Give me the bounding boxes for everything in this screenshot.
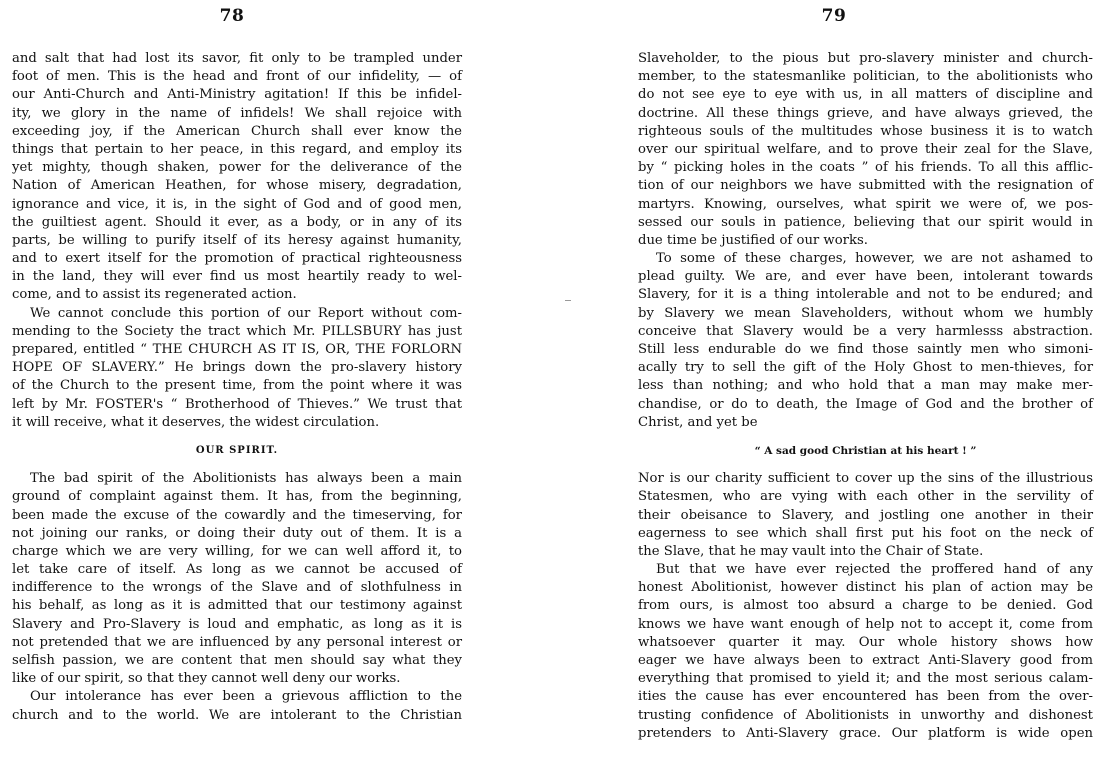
text-line: whatsoever quarter it may. Our whole history shows how [638,634,1093,650]
text-line: left by Mr. FOSTER's “ Brotherhood of Thieves.” We trust that [12,396,462,412]
text-line: foot of men. This is the head and front of our infidelity, — of [12,69,462,85]
text-line: been made the excuse of the cowardly and the timeserving, for [12,507,462,523]
text-line: less than nothing; and who hold that a man may make mer- [638,378,1093,394]
text-line: their obeisance to Slavery, and jostling one another in their [638,507,1093,523]
spacer [12,432,462,442]
text-line: things that pertain to her peace, in this regard, and employ its [12,141,462,157]
text-line: Statesmen, who are vying with each other in the servility of [638,489,1093,505]
text-line: The bad spirit of the Abolitionists has always been a main [30,471,462,487]
text-line: honest Abolitionist, however distinct his plan of action may be [638,580,1093,596]
text-line: by “ picking holes in the coats ” of his friends. To all this afflic- [638,160,1093,176]
text-line: pretenders to Anti-Slavery grace. Our platform is wide open [638,725,1093,741]
text-line: We cannot conclude this portion of our Report without com- [30,305,462,321]
text-line: eager we have always been to extract Anti-Slavery good from [638,653,1093,668]
paragraph [638,250,1093,432]
text-line: due time be justified of our works. [638,232,868,248]
text-line: come, and to assist its regenerated action. [12,287,297,303]
block-quote: “ A sad good Christian at his heart ! ” [754,444,977,457]
right-page [560,0,1100,765]
text-line: yet mighty, though shaken, power for the deliverance of the [12,160,462,176]
paragraph [12,50,462,305]
paragraph [638,50,1093,250]
left-page-text [12,50,462,725]
text-line: his behalf, as long as it is admitted that our testimony against [12,598,462,614]
paragraph [12,688,462,724]
text-line: Nation of American Heathen, for whose misery, degradation, [12,178,462,194]
left-page [0,0,545,765]
text-line: Slavery and Pro-Slavery is loud and emphatic, as long as it is [12,616,462,632]
text-line: ignorance and vice, it is, in the sight of God and of good men, [12,196,462,212]
text-line: eagerness to see which shall first put his foot on the neck of [638,525,1093,541]
text-line: in the land, they will ever find us most heartily ready to wel- [12,269,462,285]
spacer [12,460,462,470]
paragraph [12,305,462,432]
text-line: sessed our souls in patience, believing that our spirit would in [638,214,1093,230]
text-line: ities the cause has ever encountered has been from the over- [638,689,1093,705]
text-line: mending to the Society the tract which Mr. PILLSBURY has just [12,323,462,339]
text-line: not joining our ranks, or doing their duty out of them. It is a [12,525,462,541]
text-line: the guiltiest agent. Should it ever, as a body, or in any of its [12,214,462,230]
paragraph [638,470,1093,561]
text-line: conceive that Slavery would be a very harmlesss abstraction. [638,323,1093,339]
text-line: not pretended that we are influenced by any personal interest or [12,634,462,650]
spacer [638,432,1093,442]
text-line: over our spiritual welfare, and to prove their zeal for the Slave, [638,141,1093,157]
text-line: it will receive, what it deserves, the widest circulation. [12,414,380,430]
paragraph [638,561,1093,743]
text-line: member, to the statesmanlike politician, to the abolitionists who [638,69,1093,85]
spacer [638,460,1093,470]
text-line: from ours, is almost too absurd a charge to be denied. God [638,598,1093,614]
text-line: charge which we are very willing, for we can well afford it, to [12,543,462,559]
text-line: our Anti-Church and Anti-Ministry agitation! If this be infidel- [12,87,462,103]
paragraph [12,470,462,688]
text-line: exceeding joy, if the American Church shall ever know the [12,123,462,139]
section-heading: OUR SPIRIT. [195,444,279,456]
text-line: let take care of itself. As long as we cannot be accused of [12,562,462,578]
text-line: doctrine. All these things grieve, and have always grieved, the [638,105,1093,121]
text-line: chandise, or do to death, the Image of God and the brother of [638,396,1093,412]
right-page-text [638,50,1093,743]
text-line: and salt that had lost its savor, fit only to be trampled under [12,51,462,66]
text-line: HOPE OF SLAVERY.” He brings down the pro-slavery history [12,360,462,376]
text-line: Slavery, for it is a thing intolerable and not to be endured; and [638,287,1093,303]
text-line: prepared, entitled “ THE CHURCH AS IT IS, OR, THE FORLORN [12,342,462,357]
text-line: selfish passion, we are content that men should say what they [12,653,462,668]
text-line: like of our spirit, so that they cannot well deny our works. [12,671,401,687]
text-line: ity, we glory in the name of infidels! We shall rejoice with [12,105,462,121]
page-number: 78 [219,6,245,26]
text-line: Still less endurable do we find those saintly men who simoni- [638,342,1093,357]
text-line: ground of complaint against them. It has, from the beginning, [12,489,462,505]
text-line: and to exert itself for the promotion of practical righteousness [12,251,462,267]
text-line: Our intolerance has ever been a grievous affliction to the [30,689,462,705]
text-line: knows we have want enough of help not to accept it, come from [638,616,1093,632]
text-line: everything that promised to yield it; and the most serious calam- [638,671,1093,687]
text-line: of the Church to the present time, from the point where it was [12,378,462,394]
text-line: tion of our neighbors we have submitted with the resignation of [638,178,1093,194]
text-line: To some of these charges, however, we are not ashamed to [656,251,1093,267]
text-line: trusting confidence of Abolitionists in unworthy and dishonest [638,707,1093,723]
text-line: But that we have ever rejected the proffered hand of any [656,562,1093,578]
text-line: Nor is our charity sufficient to cover up the sins of the illustrious [638,471,1093,487]
text-line: plead guilty. We are, and ever have been, intolerant towards [638,269,1093,285]
text-line: church and to the world. We are intolerant to the Christian [12,707,462,723]
text-line: righteous souls of the multitudes whose business it is to watch [638,123,1093,139]
text-line: acally try to sell the gift of the Holy Ghost to men-thieves, for [638,360,1093,376]
text-line: Christ, and yet be [638,414,758,430]
text-line: by Slavery we mean Slaveholders, without whom we humbly [638,305,1093,321]
text-line: indifference to the wrongs of the Slave and of slothfulness in [12,580,462,596]
text-line: do not see eye to eye with us, in all matters of discipline and [638,87,1093,103]
text-line: martyrs. Knowing, ourselves, what spirit we were of, we pos- [638,196,1093,212]
page-number: 79 [821,6,847,26]
text-line: the Slave, that he may vault into the Chair of State. [638,543,984,559]
text-line: parts, be willing to purify itself of its heresy against humanity, [12,232,462,248]
text-line: Slaveholder, to the pious but pro-slavery minister and church- [638,51,1093,66]
